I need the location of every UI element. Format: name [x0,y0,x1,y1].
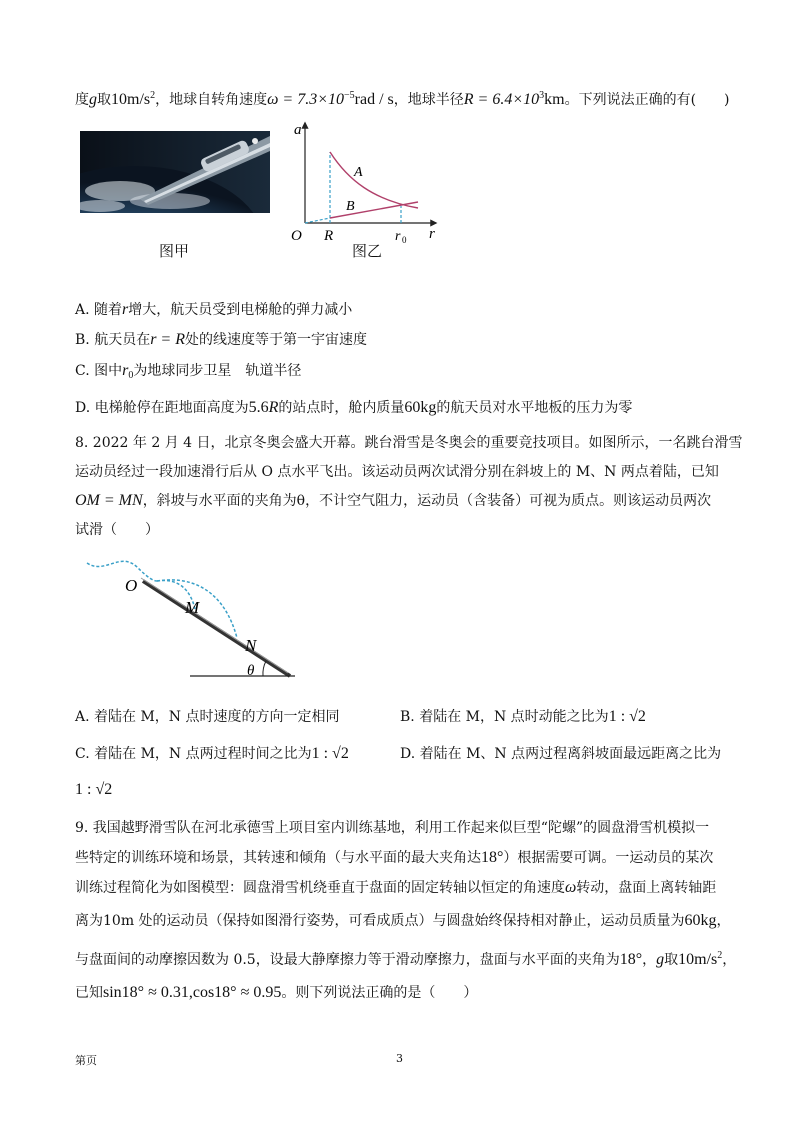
q9-line-5 [75,946,736,970]
q9-line-3 [75,878,716,898]
text: 些特定的训练环境和场景，其转速和倾角（与水平面的最大夹角达 [75,850,481,866]
q7-option-a [75,300,352,320]
q9-line-2 [75,848,713,868]
radius-value: R = 6.4×10 [463,91,540,108]
text: 转动，盘面上离转轴距 [576,880,717,896]
slope-highlight [141,578,288,673]
text: 与盘面间的动摩擦因数为 0.5，设最大静摩擦力等于滑动摩擦力，盘面与水平面的夹角为 [75,952,620,968]
q9-line-4 [75,911,731,931]
M-label: M [185,598,200,617]
q8-option-c [75,744,349,764]
r0-sub: 0 [402,235,407,245]
text: A. 随着 [75,302,123,318]
q8-line-2: 运动员经过一段加速滑行后从 O 点水平飞出。该运动员两次试滑分别在斜坡上的 M、N 两点着陆，已知 [75,464,719,480]
q7-stem [75,86,730,110]
subscript: 0 [128,370,134,381]
text: 取 [664,952,679,968]
a-label: a [294,122,302,138]
q9-line-6 [75,983,477,1003]
dashed-origin-line [305,218,330,223]
page-number: 3 [396,1052,403,1065]
text: 处的线速度等于第一宇宙速度 [185,332,367,348]
text: 的站点时，舱内质量 [278,400,405,416]
angle-arc [263,661,266,676]
var: ω [565,879,577,896]
value: 60kg [404,399,437,416]
text: ，地球自转角速度 [155,92,268,108]
r0-label: r [395,229,401,244]
value: 18° [619,951,643,968]
r-label: r [429,226,435,242]
var: r [122,362,129,379]
omega-value: ω = 7.3×10 [267,91,345,108]
value: 10m/s [678,951,718,968]
equation: r = R [150,331,185,348]
text: 已知 [75,985,103,1001]
q8-option-d-cont: 1 : √2 [75,781,113,798]
text: 离为10m 处的运动员（保持如图滑行姿势，可看成质点）与圆盘始终保持相对静止，运动员质量为 [75,913,685,929]
omega-unit: rad / s [354,91,394,108]
q7-option-c [75,361,301,386]
text: 的航天员对水平地板的压力为零 [436,400,633,416]
var: R [268,399,279,416]
q8-line-1: 8. 2022 年 2 月 4 日，北京冬奥会盛大开幕。跳台滑雪是冬奥会的重要竞技项目。如图所示，一名跳台滑雪 [75,435,743,451]
q8-option-d: D. 着陆在 M、N 点两过程离斜坡面最远距离之比为 [400,746,722,762]
text: ）根据需要可调。一运动员的某次 [503,850,714,866]
ratio: 1 : √2 [311,745,349,762]
text: B. 着陆在 M，N 点时动能之比为 [400,709,609,725]
R-label: R [324,228,334,244]
q7-option-d [75,398,632,418]
B-label: B [346,199,355,214]
text: ， [716,913,731,929]
g-value: 10m/s [111,91,151,108]
a-r-graph [288,118,448,248]
value: 5.6 [248,399,269,416]
text: B. 航天员在 [75,332,151,348]
q7-option-b [75,330,367,350]
exponent: 2 [150,90,156,101]
exponent: 2 [717,950,723,961]
ski-slope-diagram [85,553,305,683]
equation: sin18° ≈ 0.31,cos18° ≈ 0.95 [103,984,282,1001]
exponent: 3 [539,90,545,101]
fig1-caption: 图甲 [159,242,190,260]
text: C. 着陆在 M，N 点两过程时间之比为 [75,746,312,762]
value: 18° [481,849,504,866]
text: 。则下列说法正确的是（ ） [281,985,478,1001]
O-label: O [291,228,302,244]
text: ，斜坡与水平面的夹角为θ，不计空气阻力，运动员（含装备）可视为质点。则该运动员两次 [142,493,712,509]
equation: OM = MN [75,492,143,509]
footer-label: 第页 [75,1054,97,1067]
text: 为地球同步卫星 轨道半径 [133,363,302,379]
text: 。下列说法正确的有( ) [564,92,730,108]
text: D. 电梯舱停在距地面高度为 [75,400,249,416]
text: ， [722,952,737,968]
A-label: A [354,165,363,180]
curve-A [330,152,418,208]
text: 取 [97,92,111,108]
q8-option-a: A. 着陆在 M，N 点时速度的方向一定相同 [75,709,340,725]
text: 度 [75,92,89,108]
text: 训练过程简化为如图模型：圆盘滑雪机绕垂直于盘面的固定转轴以恒定的角速度 [75,880,565,896]
radius-unit: km [544,91,565,108]
q8-line-4: 试滑（ ） [75,522,159,538]
approach-path [87,561,157,581]
text: ， [642,952,657,968]
exponent: −5 [344,90,355,101]
text: ，地球半径 [393,92,464,108]
value: 60kg [684,912,717,929]
text: C. 图中 [75,363,123,379]
N-label: N [245,636,257,655]
q9-line-1: 9. 我国越野滑雪队在河北承德雪上项目室内训练基地，利用工作起来似巨型“陀螺”的圆盘滑雪机模拟一 [75,820,710,836]
O-label: O [125,576,138,595]
space-elevator-photo [80,131,270,213]
g-symbol: g [89,91,97,108]
ratio: 1 : √2 [608,708,646,725]
q8-option-b [400,707,646,727]
fig2-caption: 图乙 [352,242,383,260]
text: 增大，航天员受到电梯舱的弹力减小 [128,302,353,318]
line-B [330,202,418,218]
slope-line [143,581,290,676]
var: r [122,301,129,318]
g-symbol: g [656,951,665,968]
theta-label: θ [247,663,255,679]
q8-line-3 [75,491,711,511]
